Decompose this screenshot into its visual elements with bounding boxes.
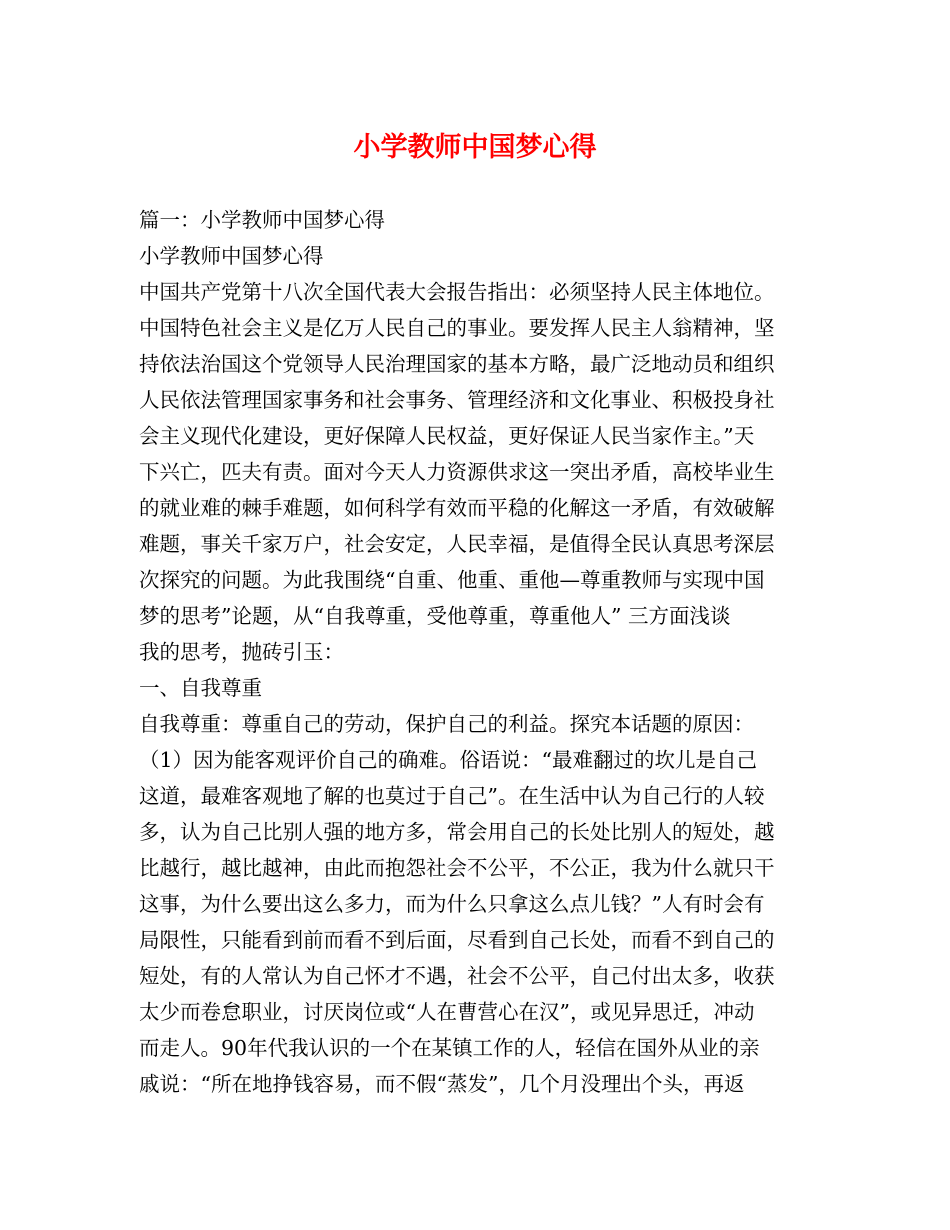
- body-line: 这道，最难客观地了解的也莫过于自己”。在生活中认为自己行的人较: [139, 784, 765, 808]
- body-line: 篇一：小学教师中国梦心得: [139, 208, 385, 232]
- body-line: 难题，事关千家万户，社会安定，人民幸福，是值得全民认真思考深层: [139, 532, 775, 556]
- document-title: 小学教师中国梦心得: [353, 132, 597, 163]
- body-line: 次探究的问题。为此我围绕“自重、他重、重他—尊重教师与实现中国: [139, 568, 765, 592]
- body-line: 持依法治国这个党领导人民治理国家的基本方略，最广泛地动员和组织: [139, 352, 775, 376]
- body-line: 的就业难的棘手难题，如何科学有效而平稳的化解这一矛盾，有效破解: [139, 496, 775, 520]
- body-line: 而走人。90年代我认识的一个在某镇工作的人，轻信在国外从业的亲: [139, 1036, 760, 1060]
- body-line: 这事，为什么要出这么多力，而为什么只拿这么点儿钱？”人有时会有: [139, 892, 765, 916]
- body-line: 多，认为自己比别人强的地方多，常会用自己的长处比别人的短处，越: [139, 820, 775, 844]
- body-line: 人民依法管理国家事务和社会事务、管理经济和文化事业、积极投身社: [139, 388, 775, 412]
- body-line: 中国特色社会主义是亿万人民自己的事业。要发挥人民主人翁精神，坚: [139, 316, 775, 340]
- body-line: 下兴亡，匹夫有责。面对今天人力资源供求这一突出矛盾，高校毕业生: [139, 460, 775, 484]
- body-line: 梦的思考”论题，从“自我尊重，受他尊重，尊重他人” 三方面浅谈: [139, 604, 731, 628]
- body-line: 局限性，只能看到前而看不到后面，尽看到自己长处，而看不到自己的: [139, 928, 775, 952]
- body-line: 会主义现代化建设，更好保障人民权益，更好保证人民当家作主。”天: [139, 424, 755, 448]
- body-line: （1）因为能客观评价自己的确难。俗语说：“最难翻过的坎儿是自己: [139, 748, 758, 772]
- body-line: 戚说：“所在地挣钱容易，而不假“蒸发”，几个月没理出个头，再返: [139, 1072, 745, 1096]
- body-line: 短处，有的人常认为自己怀才不遇，社会不公平，自己付出太多，收获: [139, 964, 775, 988]
- section-heading: 一、自我尊重: [139, 676, 262, 700]
- body-line: 太少而卷怠职业，讨厌岗位或“人在曹营心在汉”，或见异思迁，冲动: [139, 1000, 755, 1024]
- body-line: 我的思考，抛砖引玉：: [139, 640, 344, 664]
- body-line: 比越行，越比越神，由此而抱怨社会不公平，不公正，我为什么就只干: [139, 856, 775, 880]
- body-line: 小学教师中国梦心得: [139, 244, 324, 268]
- body-line: 中国共产党第十八次全国代表大会报告指出：必须坚持人民主体地位。: [139, 280, 775, 304]
- body-line: 自我尊重：尊重自己的劳动，保护自己的利益。探究本话题的原因：: [139, 712, 754, 736]
- document-body: [139, 202, 814, 1102]
